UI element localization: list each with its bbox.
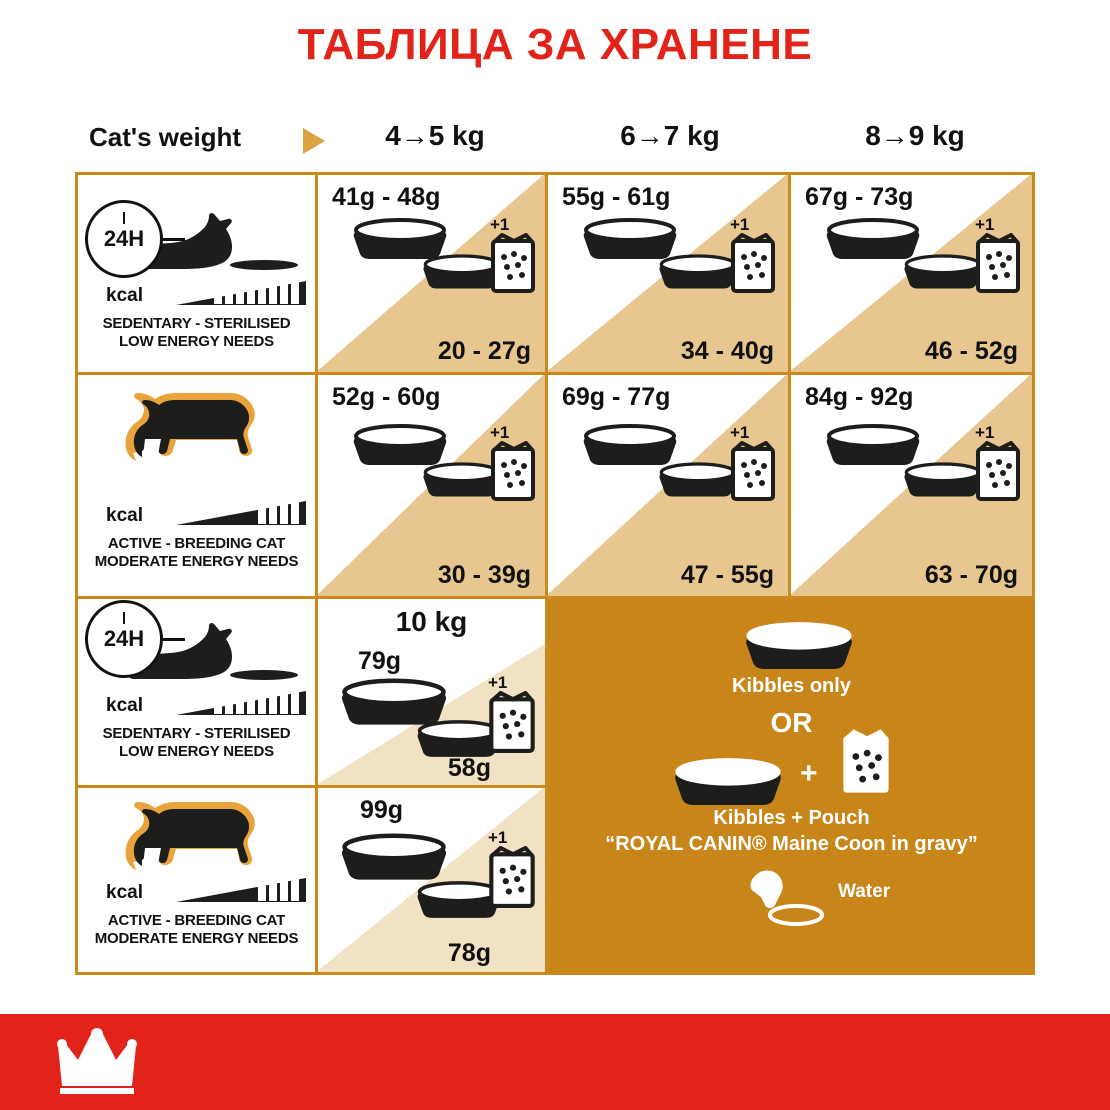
food-bowl-icon [582,423,678,465]
cell-r1c3 [791,175,1032,372]
cats-weight-label: Cat's weight [89,122,242,152]
table-header-row [75,110,1035,172]
cat-walking-icon [112,790,302,876]
kibbles-only-amount-r1c2: 55g - 61g [562,183,671,211]
cell-r4c1 [318,788,545,972]
kibbles-only-amount-r2c1: 52g - 60g [332,383,441,411]
royal-canin-crown-logo [52,1028,162,1096]
kibbles-only-amount-r3c1: 79g [358,647,402,675]
food-bowl-icon [825,423,921,465]
plus-one-label-r4c1: +1 [488,828,508,847]
cell-r1c1 [318,175,545,372]
energy-level-bar-icon [176,501,306,527]
wet-food-pouch-icon [730,441,776,501]
kibbles-plus-pouch-amount-r3c1: 58g [447,754,491,782]
badge-24h-bottom [85,600,163,678]
wet-food-pouch-icon [840,727,892,795]
page-title: ТАБЛИЦА ЗА ХРАНЕНЕ [297,20,813,69]
kibbles-plus-pouch-amount-r2c3: 63 - 70g [924,561,1018,589]
kcal-label-active-lower: kcal [106,882,143,903]
kcal-label-active-upper: kcal [106,505,143,526]
kibbles-plus-pouch-amount-r1c3: 46 - 52g [924,337,1018,365]
triangle-right-icon [303,128,325,154]
plus-one-label-r1c2: +1 [730,215,750,234]
cell-r3c1 [318,645,545,785]
cell-r2c2 [548,375,788,596]
cat-walking-icon [112,381,302,467]
feeding-table [75,110,1035,975]
kibbles-only-amount-r2c2: 69g - 77g [562,383,671,411]
profile-caption-line2-sedentary-lower: LOW ENERGY NEEDS [119,742,274,760]
profile-caption-line2-sedentary-upper: LOW ENERGY NEEDS [119,332,274,350]
cell-r1c2 [548,175,788,372]
wet-food-pouch-icon [975,441,1021,501]
legend-product-label: “ROYAL CANIN® Maine Coon in gravy” [605,833,978,855]
wet-food-pouch-icon [488,691,536,753]
food-bowl-icon [744,621,854,669]
column-header-weight-single-cell [318,599,545,645]
clock-tick-icon [123,212,125,224]
profile-caption-line2-active-lower: MODERATE ENERGY NEEDS [94,929,299,947]
wet-food-pouch-icon [975,233,1021,293]
kibbles-plus-pouch-amount-r2c1: 30 - 39g [437,561,531,589]
column-header-weight-2: 6→7 kg [620,120,720,151]
kibbles-plus-pouch-amount-r2c2: 47 - 55g [680,561,774,589]
legend-water-label: Water [838,881,891,902]
profile-cell-active-lower [78,788,315,972]
column-header-weight-10kg: 10 kg [395,606,468,637]
clock-tick-icon [123,612,125,624]
badge-24h-top-label: 24H [103,226,145,251]
kibbles-only-amount-r1c3: 67g - 73g [805,183,914,211]
badge-24h-bottom-label: 24H [103,626,145,651]
food-bowl-icon [658,253,738,289]
food-bowl-icon [903,461,983,497]
kcal-label-sedentary-upper: kcal [106,285,143,306]
energy-level-bar-icon [176,281,306,307]
kcal-label-sedentary-lower: kcal [106,695,143,716]
food-bowl-icon [340,832,448,880]
energy-level-bar-icon [176,878,306,904]
kibbles-plus-pouch-amount-r4c1: 78g [447,939,491,967]
wet-food-pouch-icon [490,441,536,501]
kibbles-plus-pouch-amount-r1c1: 20 - 27g [437,337,531,365]
kibbles-plus-pouch-amount-r1c2: 34 - 40g [680,337,774,365]
column-header-weight-1: 4→5 kg [385,120,485,151]
wet-food-pouch-icon [490,233,536,293]
cell-r2c3 [791,375,1032,596]
profile-caption-line1-active-lower: ACTIVE - BREEDING CAT [107,912,286,929]
kibbles-only-amount-r2c3: 84g - 92g [805,383,914,411]
profile-caption-line2-active-upper: MODERATE ENERGY NEEDS [94,552,299,570]
wet-food-pouch-icon [488,846,536,908]
plus-one-label-r1c1: +1 [490,215,510,234]
food-bowl-icon [352,423,448,465]
wet-food-pouch-icon [730,233,776,293]
plus-one-label-r3c1: +1 [488,673,508,692]
cell-r2c1 [318,375,545,596]
food-bowl-icon [673,757,783,805]
profile-caption-line1-sedentary-upper: SEDENTARY - STERILISED [102,315,291,332]
food-bowl-icon [340,677,448,725]
profile-caption-line1-sedentary-lower: SEDENTARY - STERILISED [102,725,291,742]
water-bowl-icon [738,869,830,931]
legend-or-label: OR [770,707,813,738]
kibbles-only-amount-r1c1: 41g - 48g [332,183,441,211]
column-header-weight-3: 8→9 kg [865,120,965,151]
badge-24h-top [85,200,163,278]
footer-bar [0,1014,1110,1110]
plus-one-label-r1c3: +1 [975,215,995,234]
profile-caption-line1-active-upper: ACTIVE - BREEDING CAT [107,535,286,552]
energy-level-bar-icon [176,691,306,717]
plus-one-label-r2c1: +1 [490,423,510,442]
food-bowl-icon [658,461,738,497]
profile-cell-active-upper [78,375,315,596]
kibbles-only-amount-r4c1: 99g [360,796,404,824]
food-bowl-icon [903,253,983,289]
table-grid [75,172,1035,975]
legend-panel [548,599,1035,975]
legend-plus-sign: + [800,757,818,790]
legend-kibbles-only-label: Kibbles only [732,675,851,697]
plus-one-label-r2c3: +1 [975,423,995,442]
legend-kibbles-pouch-label: Kibbles + Pouch [713,807,870,829]
plus-one-label-r2c2: +1 [730,423,750,442]
